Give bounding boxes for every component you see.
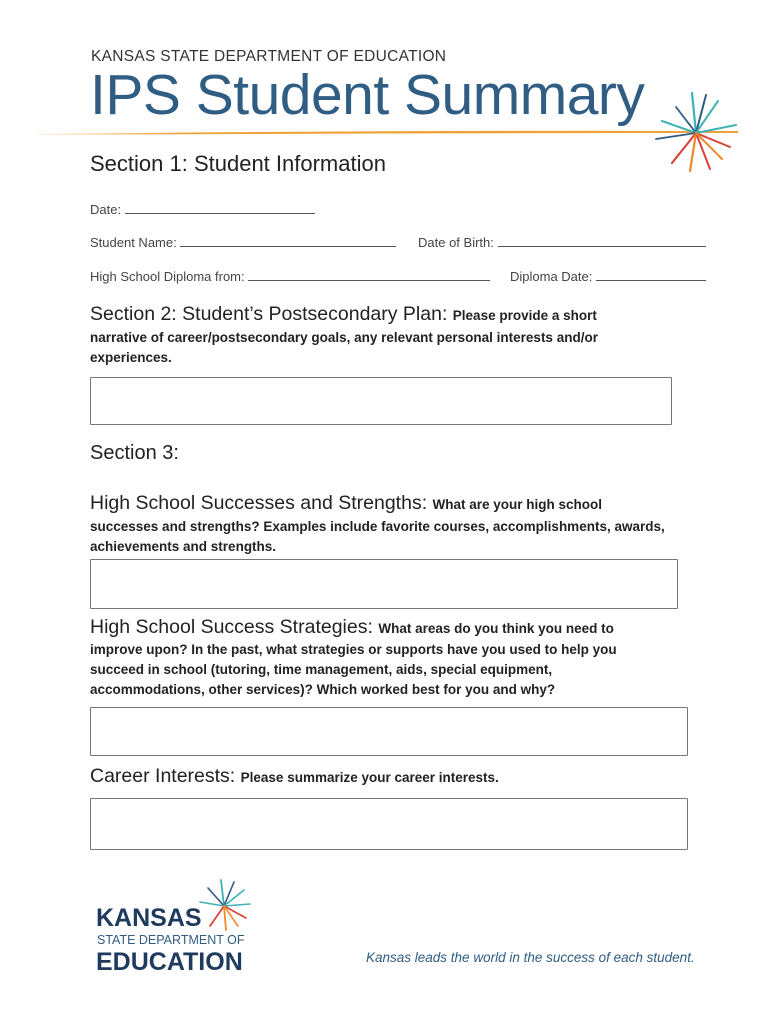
student-name-label: Student Name: xyxy=(90,235,177,250)
successes-input[interactable] xyxy=(90,559,678,609)
agency-name: KANSAS STATE DEPARTMENT OF EDUCATION xyxy=(91,48,447,65)
strategies-heading xyxy=(90,616,614,639)
successes-heading xyxy=(90,492,602,515)
diploma-from-field[interactable] xyxy=(90,268,490,284)
page-title: IPS Student Summary xyxy=(90,63,645,127)
successes-prompt: successes and strengths? Examples include favorite courses, accomplishments, awards, achievements and strengths. xyxy=(90,519,665,554)
section1-heading: Section 1: Student Information xyxy=(90,151,386,176)
star-burst-icon xyxy=(650,88,742,178)
section2-prompt-start: Please provide a short xyxy=(452,308,597,323)
footer-tagline: Kansas leads the world in the success of each student. xyxy=(366,950,695,965)
strategies-title: High School Success Strategies: xyxy=(90,616,373,638)
diploma-date-blank[interactable] xyxy=(596,268,706,281)
dob-field[interactable] xyxy=(418,234,706,250)
diploma-date-field[interactable] xyxy=(510,268,706,284)
section3-heading: Section 3: xyxy=(90,442,179,464)
logo-dept-text: STATE DEPARTMENT OF xyxy=(97,933,245,947)
successes-prompt-start: What are your high school xyxy=(432,497,603,512)
career-prompt: Please summarize your career interests. xyxy=(240,770,499,785)
date-blank[interactable] xyxy=(125,201,315,214)
date-label: Date: xyxy=(90,202,122,217)
logo-education-text: EDUCATION xyxy=(96,948,243,976)
diploma-from-blank[interactable] xyxy=(248,268,490,281)
strategies-prompt-start: What areas do you think you need to xyxy=(378,621,614,636)
section2-heading xyxy=(90,303,597,326)
diploma-from-label: High School Diploma from: xyxy=(90,269,245,284)
diploma-date-label: Diploma Date: xyxy=(510,269,593,284)
section2-prompt: narrative of career/postsecondary goals, any relevant personal interests and/or experiences. xyxy=(90,330,598,365)
career-title: Career Interests: xyxy=(90,765,236,787)
successes-title: High School Successes and Strengths: xyxy=(90,492,428,514)
date-field[interactable] xyxy=(90,201,315,217)
postsecondary-plan-input[interactable] xyxy=(90,377,672,425)
career-heading xyxy=(90,765,499,788)
title-underline-rule xyxy=(38,128,738,138)
ksde-logo xyxy=(96,878,256,976)
strategies-prompt: improve upon? In the past, what strategies or supports have you used to help you succeed in school (tutoring, time management, aids, special equipment, accommodations, other services)? Which worked best for you and why? xyxy=(90,642,617,697)
student-name-field[interactable] xyxy=(90,234,396,250)
dob-blank[interactable] xyxy=(498,234,706,247)
dob-label: Date of Birth: xyxy=(418,235,494,250)
student-name-blank[interactable] xyxy=(180,234,396,247)
logo-kansas-text: KANSAS xyxy=(96,904,202,932)
strategies-input[interactable] xyxy=(90,707,688,756)
career-interests-input[interactable] xyxy=(90,798,688,850)
section2-title: Section 2: Student’s Postsecondary Plan: xyxy=(90,303,448,325)
